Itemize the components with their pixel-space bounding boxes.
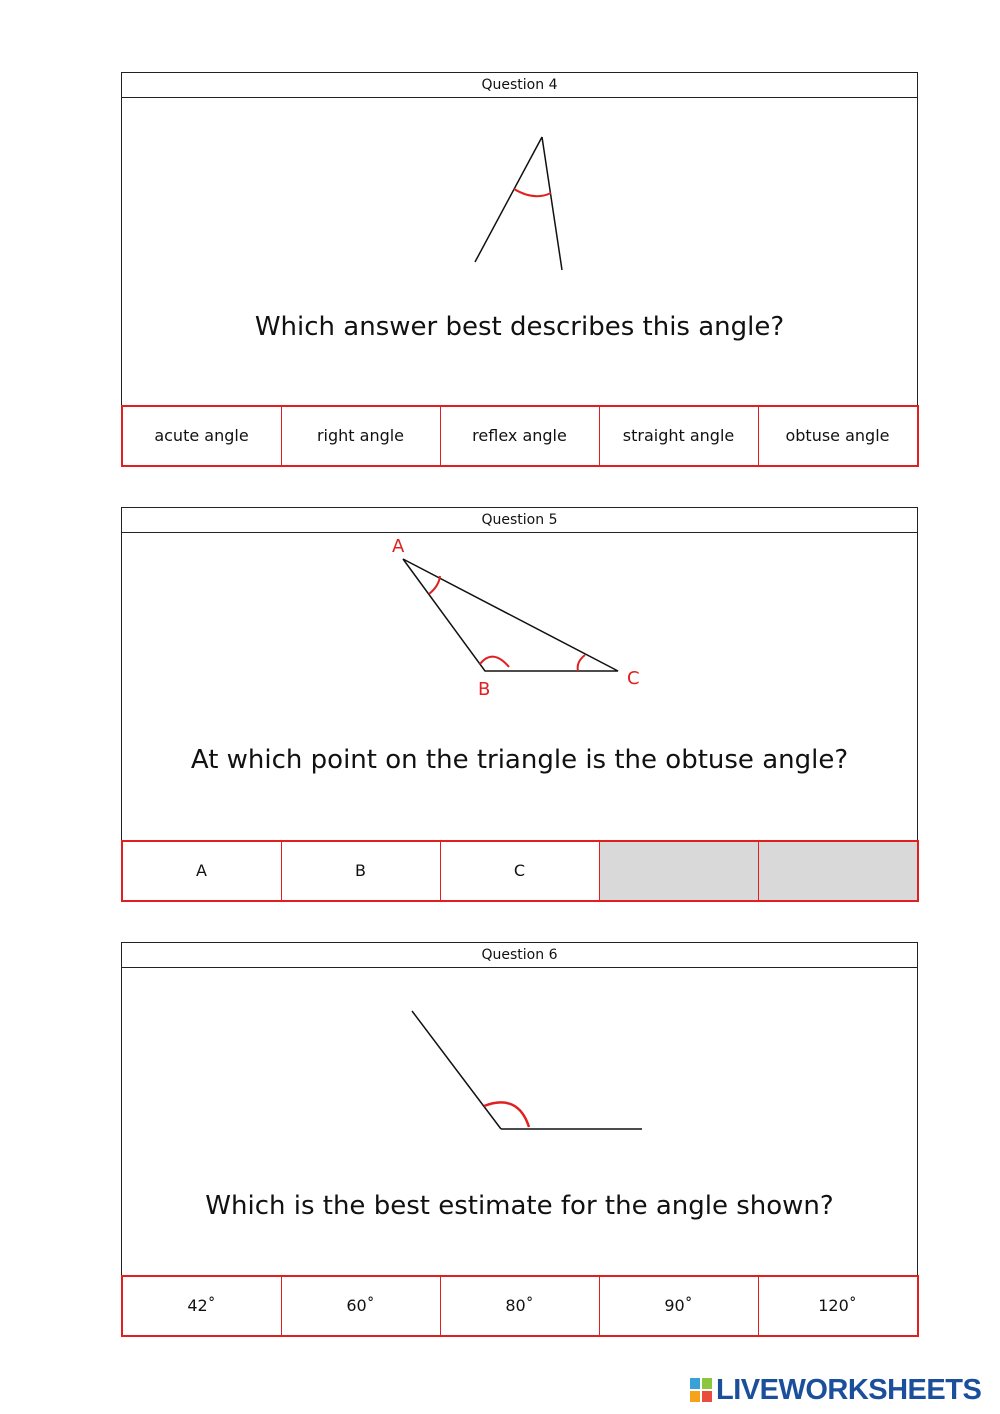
angle-figure [122,97,919,347]
liveworksheets-logo [690,1373,990,1407]
triangle [403,559,618,671]
answer-option[interactable]: 42˚ [123,1277,282,1335]
answer-option[interactable]: straight angle [600,407,759,465]
question-header: Question 5 [122,508,917,533]
logo-blocks-icon [690,1378,712,1402]
answer-option[interactable]: 90˚ [600,1277,759,1335]
answer-option[interactable]: 120˚ [759,1277,917,1335]
vertex-label-c: C [627,668,640,689]
answer-option[interactable]: A [123,842,282,900]
angle-marker [514,189,551,196]
angle-marker-b [480,657,509,667]
angle-ray-left [475,137,542,262]
question-prompt: At which point on the triangle is the obtuse angle? [190,745,849,775]
angle-ray-right [542,137,562,270]
angle-marker-a [429,576,440,594]
angle-figure [122,967,919,1217]
answer-option[interactable]: 80˚ [441,1277,600,1335]
question-header: Question 4 [122,73,917,98]
answer-option[interactable]: right angle [282,407,441,465]
question-card-5 [121,507,918,901]
logo-text: LIVEWORKSHEETS [716,1373,982,1406]
answer-option[interactable]: C [441,842,600,900]
question-card-4 [121,72,918,466]
answer-option[interactable]: 60˚ [282,1277,441,1335]
answer-row [121,405,919,467]
answer-option[interactable]: acute angle [123,407,282,465]
answer-option[interactable]: B [282,842,441,900]
question-card-6 [121,942,918,1336]
question-header: Question 6 [122,943,917,968]
answer-option-empty [759,842,917,900]
vertex-label-b: B [478,679,491,700]
answer-option-empty [600,842,759,900]
answer-option[interactable]: obtuse angle [759,407,917,465]
question-prompt: Which is the best estimate for the angle shown? [205,1191,834,1221]
answer-row [121,1275,919,1337]
question-prompt: Which answer best describes this angle? [254,312,785,342]
vertex-label-a: A [392,536,405,557]
answer-option[interactable]: reflex angle [441,407,600,465]
angle-marker-c [578,655,585,671]
angle-ray-left [412,1011,501,1129]
answer-row [121,840,919,902]
